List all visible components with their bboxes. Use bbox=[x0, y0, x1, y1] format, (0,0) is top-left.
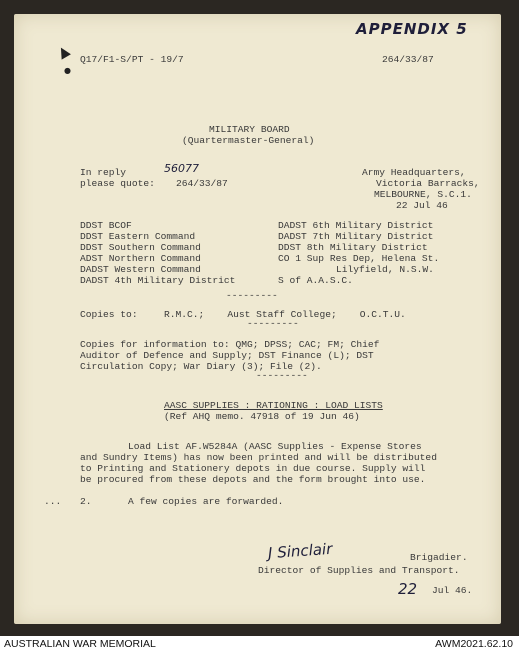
address-line-3: MELBOURNE, S.C.1. bbox=[374, 189, 472, 200]
handwritten-date: 22 bbox=[398, 580, 418, 598]
addressee: ADST Northern Command bbox=[80, 253, 201, 264]
addressee: S of A.A.S.C. bbox=[278, 275, 353, 286]
paragraph-number: 2. bbox=[80, 496, 92, 507]
margin-dots: ... bbox=[44, 496, 62, 507]
addressee: DDST Southern Command bbox=[80, 242, 201, 253]
address-line-1: Army Headquarters, bbox=[362, 167, 466, 178]
footer-credit: AUSTRALIAN WAR MEMORIAL bbox=[4, 638, 156, 650]
addressee: DADST Western Command bbox=[80, 264, 201, 275]
addressee: Lilyfield, N.S.W. bbox=[336, 264, 434, 275]
punch-mark: ▲ bbox=[54, 42, 73, 62]
addressee: DDST BCOF bbox=[80, 220, 132, 231]
addressee: CO 1 Sup Res Dep, Helena St. bbox=[278, 253, 440, 264]
copies-to-label: Copies to: bbox=[80, 309, 138, 320]
addressee: DDST Eastern Command bbox=[80, 231, 196, 242]
paragraph-2-text: A few copies are forwarded. bbox=[128, 496, 284, 507]
address-date: 22 Jul 46 bbox=[396, 200, 448, 211]
addressee: DADST 7th Military District bbox=[278, 231, 434, 242]
signature: J Sinclair bbox=[267, 539, 333, 563]
separator: --------- bbox=[226, 290, 278, 301]
addressee: DADST 4th Military District bbox=[80, 275, 236, 286]
signatory-title: Director of Supplies and Transport. bbox=[258, 565, 460, 576]
file-number: 264/33/87 bbox=[382, 54, 434, 65]
reply-number-handwritten: 56077 bbox=[164, 162, 199, 175]
reply-quote-label: please quote: bbox=[80, 178, 155, 189]
reply-number: 264/33/87 bbox=[176, 178, 228, 189]
footer-accession: AWM2021.62.10 bbox=[435, 638, 513, 650]
body-line-2: and Sundry Items) has now been printed and will be distributed bbox=[80, 452, 437, 463]
reply-label: In reply bbox=[80, 167, 127, 178]
address-line-2: Victoria Barracks, bbox=[376, 178, 480, 189]
subject-reference: (Ref AHQ memo. 47918 of 19 Jun 46) bbox=[164, 411, 360, 422]
heading-title: MILITARY BOARD bbox=[209, 124, 290, 135]
file-reference: Q17/F1-S/PT - 19/7 bbox=[80, 54, 184, 65]
body-line-4: be procured from these depots and the form brought into use. bbox=[80, 474, 426, 485]
copies-to-list: R.M.C.; Aust Staff College; O.C.T.U. bbox=[164, 309, 406, 320]
heading-subtitle: (Quartermaster-General) bbox=[182, 135, 315, 146]
punch-mark: ● bbox=[64, 66, 71, 75]
body-line-1: Load List AF.W5284A (AASC Supplies - Expense Stores bbox=[128, 441, 422, 452]
signatory-rank: Brigadier. bbox=[410, 552, 468, 563]
separator: --------- bbox=[256, 370, 308, 381]
copies-info-line-3: Circulation Copy; War Diary (3); File (2). bbox=[80, 361, 322, 372]
separator: --------- bbox=[247, 318, 299, 329]
copies-info-line-2: Auditor of Defence and Supply; DST Finance (L); DST bbox=[80, 350, 374, 361]
subject-title: AASC SUPPLIES : RATIONING : LOAD LISTS bbox=[164, 400, 383, 411]
footer-bar bbox=[0, 636, 519, 653]
typed-date: Jul 46. bbox=[432, 585, 473, 596]
body-line-3: to Printing and Stationery depots in due course. Supply will bbox=[80, 463, 426, 474]
copies-info-line-1: Copies for information to: QMG; DPSS; CAC; FM; Chief bbox=[80, 339, 380, 350]
addressee: DADST 6th Military District bbox=[278, 220, 434, 231]
appendix-annotation: APPENDIX 5 bbox=[356, 20, 468, 38]
addressee: DDST 8th Military District bbox=[278, 242, 428, 253]
